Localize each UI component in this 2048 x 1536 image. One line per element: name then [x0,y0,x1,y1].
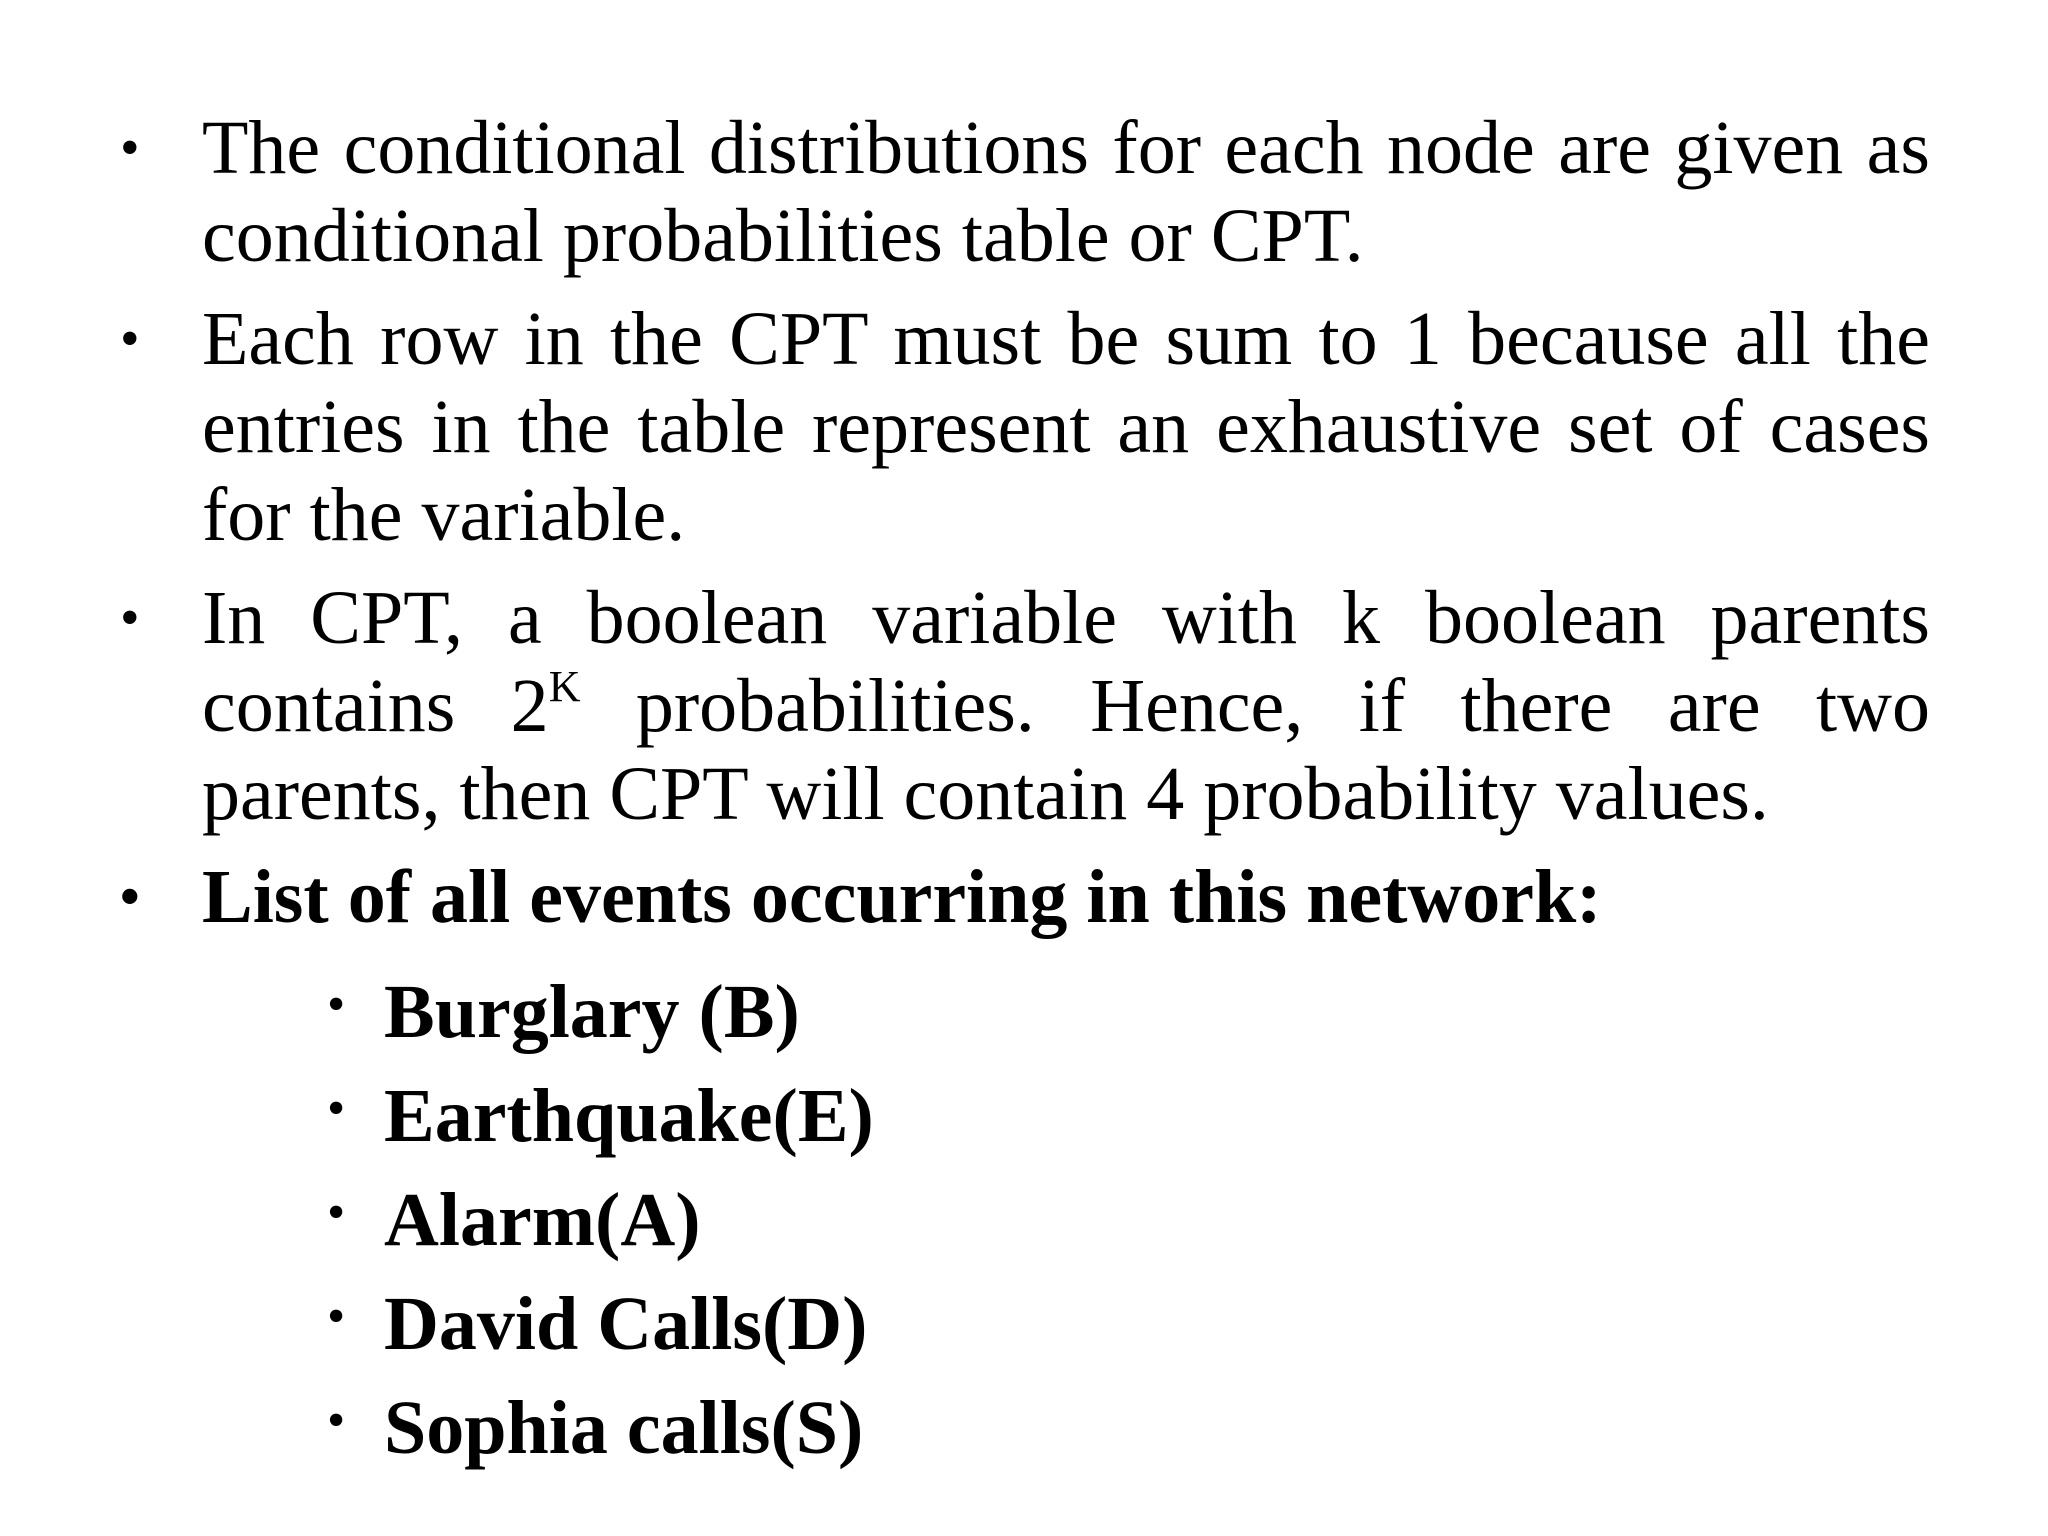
event-label: Alarm(A) [384,1178,701,1262]
bullet-icon: • [327,976,346,1033]
event-item-alarm [327,1168,874,1272]
event-label: David Calls(D) [384,1282,868,1366]
event-item-david-calls [327,1272,874,1376]
bullet-icon: • [120,308,140,370]
bullet-icon: • [327,1392,346,1449]
bullet-cpt-definition [120,104,1930,280]
bullet-icon: • [120,117,140,179]
bullet-text: The conditional distributions for each node are given as conditional probabilities table or CPT. [202,106,1930,278]
event-label: Earthquake(E) [384,1074,874,1158]
bullet-icon: • [327,1184,346,1241]
event-item-sophia-calls [327,1376,874,1480]
bullet-events-heading [120,853,1930,941]
bullet-boolean-parents [120,574,1930,838]
event-item-burglary [327,960,874,1064]
bullet-row-sum [120,295,1930,559]
text-before-superscript: In CPT, a boolean variable with k boolean parents contains 2 [202,576,1930,748]
event-label: Burglary (B) [384,970,800,1054]
event-label: Sophia calls(S) [384,1386,864,1470]
events-list [327,960,874,1480]
bullet-text: List of all events occurring in this network: [202,855,1602,939]
text-after-superscript: probabilities. Hence, if there are two parents, then CPT will contain 4 probability values. [202,664,1930,836]
bullet-icon: • [120,587,140,649]
bullet-list [120,104,1930,956]
bullet-icon: • [327,1080,346,1137]
bullet-icon: • [327,1288,346,1345]
superscript-k: K [548,662,581,711]
bullet-text [202,576,1930,836]
event-item-earthquake [327,1064,874,1168]
bullet-text: Each row in the CPT must be sum to 1 because all the entries in the table represent an exhaustive set of cases for the variable. [202,297,1930,557]
bullet-icon: • [120,866,140,928]
